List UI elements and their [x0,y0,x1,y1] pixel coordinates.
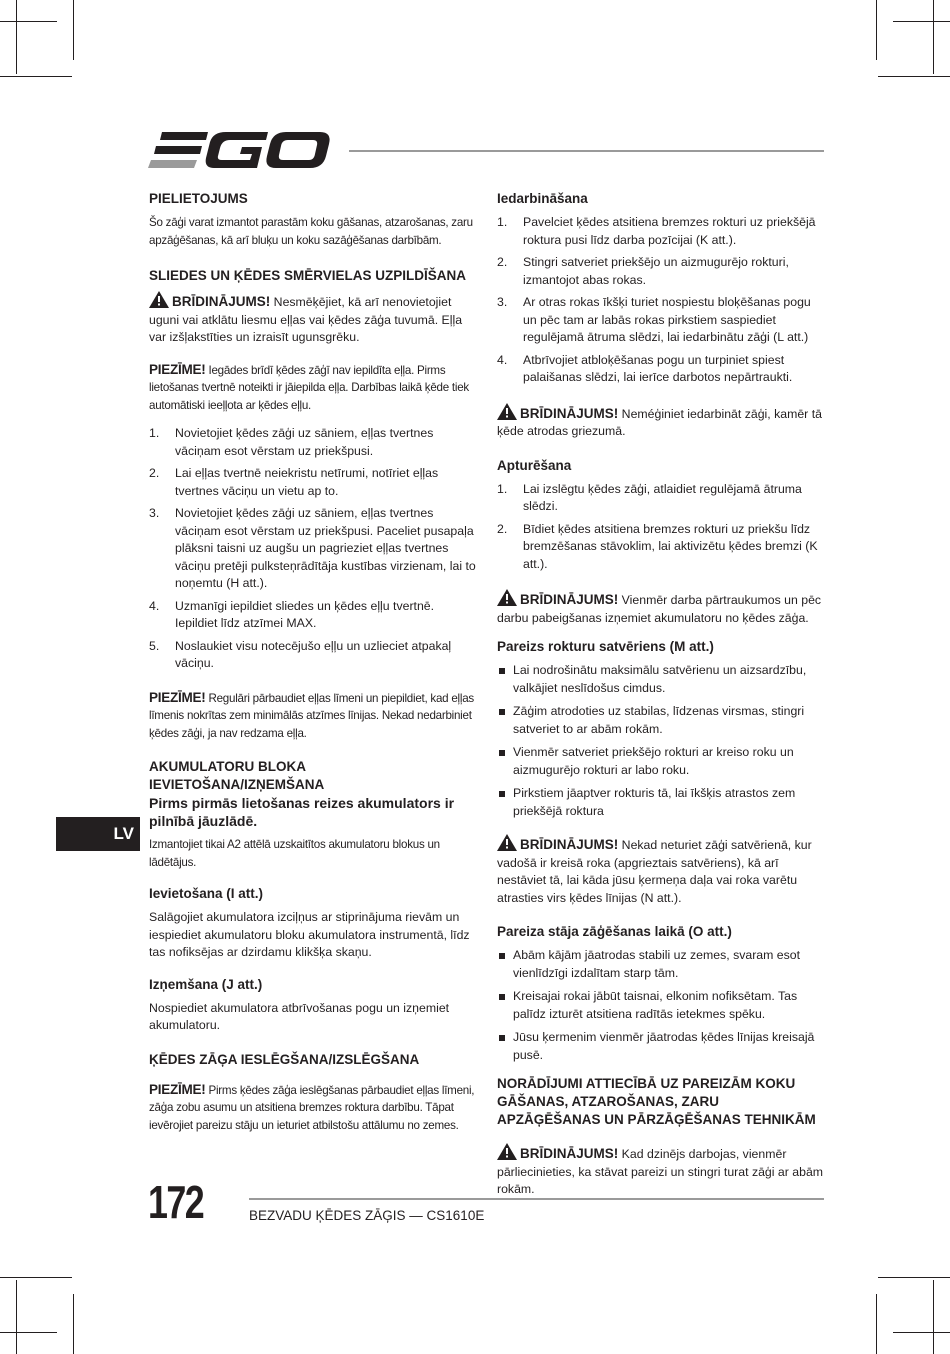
ego-logo [148,128,333,174]
warning-label: BRĪDINĀJUMS! [520,405,619,421]
step-number: 3. [497,295,508,309]
crop-mark [16,1280,17,1354]
list-item [497,662,824,697]
crop-mark [876,1294,877,1354]
stance-heading: Pareiza stāja zāģēšanas laikā (O att.) [497,924,732,939]
left-column [149,190,476,1145]
step-number: 3. [149,506,160,520]
crop-mark [16,0,17,74]
bullet-square-icon [499,750,505,756]
crop-mark [0,1332,57,1333]
list-item [149,425,476,460]
stop-warning [497,589,824,627]
stance-list [497,947,824,1064]
list-item [497,947,824,982]
bullet-square-icon [499,668,505,674]
insert-heading: Ievietošana (I att.) [149,886,264,901]
list-item [497,785,824,820]
list-item [497,294,824,347]
item-text: Jūsu ķermenim vienmēr jāatrodas ķēdes līnijas kreisajā pusē. [513,1030,815,1062]
step-number: 1. [497,215,508,229]
list-item [497,744,824,779]
note-text: Iegādes brīdī ķēdes zāģī nav iepildīta eļļa. Pirms lietošanas tvertnē noteikti ir jāiepilda eļļa. Darbības laikā ķēde tiek automātiski ieeļļota ar ķēdes eļļu. [149,363,469,412]
step-number: 5. [149,638,160,653]
crop-mark [73,0,74,60]
crop-mark [933,1280,934,1354]
step-text: Noslaukiet visu notecējušo eļļu un uzlieciet atpakaļ vāciņu. [175,638,452,670]
crop-mark [0,76,72,77]
grip-heading: Pareizs rokturu satvēriens (M att.) [497,639,714,654]
technique-heading: NORĀDĪJUMI ATTIECĪBĀ UZ PAREIZĀM KOKU GĀŠANAS, ATZAROŠANAS, ZARU APZĀĢĒŠANAS UN PĀRZĀĢĒŠANAS TEHNIKĀM [497,1076,816,1127]
usage-heading: PIELIETOJUMS [149,191,248,206]
step-text: Ar otras rokas īkšķi turiet nospiestu bloķēšanas pogu un pēc tam ar labās rokas pirkstiem saspiediet regulējamā ātruma slēdzi, lai iedarbinātu zāģi (L att.) [523,295,811,344]
crop-mark [893,21,950,22]
note-text: Pirms ķēdes zāģa ieslēgšanas pārbaudiet eļļas līmeni, zāģa zobu asumu un atsitiena bremzes roktura darbību. Tāpat ievērojiet pareizu stāju un ieturiet atbilstošu attālumu no zemes. [149,1083,475,1132]
warning-text: Nesmēķējiet, kā arī nenovietojiet uguni vai atklātu liesmu eļļas vai ķēdes zāģa tuvumā. Eļļa var izšļakstīties un izraisīt ugunsgrēku. [149,295,463,344]
bullet-square-icon [499,709,505,715]
warning-triangle-icon [497,834,517,851]
warning-label: BRĪDINĀJUMS! [520,837,619,852]
warning-label: BRĪDINĀJUMS! [520,1146,619,1161]
list-item [149,598,476,633]
warning-text: Vienmēr darba pārtraukumos un pēc darbu pabeigšanas izņemiet akumulatoru no ķēdes zāģa. [497,593,822,625]
list-item [497,352,824,387]
note-label: PIEZĪME! [149,1081,206,1097]
crop-mark [0,21,57,22]
list-item [497,988,824,1023]
switch-heading: ĶĒDES ZĀĢA IESLĒGŠANA/IZSLĒGŠANA [149,1051,420,1067]
battery-heading: AKUMULATORU BLOKA IEVIETOŠANA/IZŅEMŠANA [149,759,325,792]
switch-note [149,1081,476,1135]
note-label: PIEZĪME! [149,361,206,377]
item-text: Zāģim atrodoties uz stabilas, līdzenas virsmas, stingri satveriet to ar abām rokām. [513,704,805,736]
stop-heading: Apturēšana [497,457,572,473]
step-number: 2. [497,255,508,269]
lube-note [149,361,476,415]
item-text: Vienmēr satveriet priekšējo rokturi ar kreiso roku un aizmugurējo rokturi ar labo roku. [513,745,794,777]
item-text: Abām kājām jāatrodas stabili uz zemes, svaram esot vienlīdzīgi izdalītam starp tām. [513,948,801,980]
lube-steps [149,425,476,673]
battery-text: Izmantojiet tikai A2 attēlā uzskaitītos akumulatoru blokus un lādētājus. [149,838,440,869]
bullet-square-icon [499,994,505,1000]
language-tab: LV [56,817,140,851]
warning-text: Kad dzinējs darbojas, vienmēr pārliecinieties, ka stāvat pareizi un stingri turat zāģi ar abām rokām. [497,1147,824,1196]
usage-text: Šo zāģi varat izmantot parastām koku gāšanas, atzarošanas, zaru apzāģēšanas, kā arī bluķu un koku sazāģēšanas darbībām. [149,216,473,247]
stop-steps [497,481,824,574]
list-item [497,1029,824,1064]
footer-rule [249,1198,824,1200]
list-item [497,214,824,249]
crop-mark [876,0,877,60]
note-text: Regulāri pārbaudiet eļļas līmeni un piepildiet, kad eļļas līmenis nokrītas zem minimālās atzīmes līnijas. Nekad nedarbiniet ķēdes zāģi, ja nav redzama eļļa. [149,691,474,740]
warning-triangle-icon [497,589,517,606]
note-label: PIEZĪME! [149,689,206,705]
step-number: 2. [149,466,160,480]
crop-mark [73,1294,74,1354]
start-steps [497,214,824,387]
step-number: 1. [149,426,160,440]
crop-mark [878,1277,950,1278]
step-number: 4. [149,598,160,613]
step-number: 2. [497,521,508,536]
warning-label: BRĪDINĀJUMS! [172,294,271,309]
step-text: Bīdiet ķēdes atsitiena bremzes rokturi uz priekšu līdz bremzēšanas stāvoklim, lai aktivizētu ķēdes bremzi (K att.). [523,521,818,571]
start-warning [497,403,824,441]
bullet-square-icon [499,1035,505,1041]
bullet-square-icon [499,791,505,797]
list-item [149,465,476,500]
step-text: Uzmanīgi iepildiet sliedes un ķēdes eļļu tvertnē. Iepildiet līdz atzīmei MAX. [175,598,435,630]
step-number: 1. [497,481,508,496]
step-text: Stingri satveriet priekšējo un aizmugurējo rokturi, izmantojot abas rokas. [523,255,789,287]
remove-text: Nospiediet akumulatora atbrīvošanas pogu un izņemiet akumulatoru. [149,1000,450,1032]
warning-triangle-icon [497,403,517,420]
grip-list [497,662,824,820]
technique-warning [497,1143,824,1199]
lube-warning [149,291,476,347]
footer-title: BEZVADU ĶĒDES ZĀĢIS — CS1610E [249,1208,485,1223]
crop-mark [933,0,934,74]
right-column [497,190,824,1210]
step-text: Pavelciet ķēdes atsitiena bremzes rokturi uz priekšējā roktura pusi līdz darba pozīcijai (K att.). [523,215,816,247]
warning-text: Nekad neturiet zāģi satvērienā, kur vadošā ir kreisā roka (apgrieztais satvēriens), kā arī nestāviet tā, lai kāda jūsu ķermeņa daļa vai roka varētu atrasties virs ķēdes līnijas (N att.). [497,838,812,905]
step-text: Novietojiet ķēdes zāģi uz sāniem, eļļas tvertnes vāciņam esot vērstam uz priekšpusi. Paceliet pusapaļa plāksni taisni uz augšu un pagrieziet eļļas tvertnes vāciņu pretēji pulksteņrādītāja kustības virzienam, lai to noņemtu (H att.). [175,506,476,590]
step-text: Lai izslēgtu ķēdes zāģi, atlaidiet regulējamā ātruma slēdzi. [523,481,802,513]
warning-label: BRĪDINĀJUMS! [520,592,619,607]
list-item [497,703,824,738]
battery-subheading: Pirms pirmās lietošanas reizes akumulators ir pilnībā jāuzlādē. [149,795,455,829]
step-text: Atbrīvojiet atbloķēšanas pogu un turpiniet spiest palaišanas slēdzi, lai ierīce darbotos nepārtraukti. [523,352,793,384]
list-item [497,481,824,516]
header-rule [349,150,824,152]
lube-heading: SLIEDES UN ĶĒDES SMĒRVIELAS UZPILDĪŠANA [149,268,467,283]
crop-mark [893,1332,950,1333]
step-text: Lai eļļas tvertnē neiekristu netīrumi, notīriet eļļas tvertnes vāciņu un vietu ap to. [175,466,439,498]
start-heading: Iedarbināšana [497,191,588,206]
item-text: Pirkstiem jāaptver rokturis tā, lai īkšķis atrastos zem priekšējā roktura [513,786,796,818]
list-item [497,254,824,289]
item-text: Lai nodrošinātu maksimālu satvērienu un aizsardzību, valkājiet neslīdošus cimdus. [513,663,807,695]
warning-triangle-icon [497,1143,517,1160]
step-text: Novietojiet ķēdes zāģi uz sāniem, eļļas tvertnes vāciņam esot vērstam uz priekšpusi. [175,426,434,458]
page-number: 172 [148,1176,204,1228]
list-item [149,505,476,593]
list-item [149,638,476,673]
warning-text: Neméģiniet iedarbināt zāģi, kamēr tā ķēde atrodas griezumā. [497,406,822,438]
bullet-square-icon [499,953,505,959]
remove-heading: Izņemšana (J att.) [149,976,263,992]
crop-mark [0,1277,72,1278]
item-text: Kreisajai rokai jābūt taisnai, elkonim nofiksētam. Tas palīdz izturēt atsitiena radītās ietekmes spēku. [513,989,798,1021]
lube-note-2 [149,689,476,743]
warning-triangle-icon [149,291,169,308]
list-item [497,521,824,574]
ego-logo-mark [148,128,333,174]
crop-mark [878,76,950,77]
step-number: 4. [497,352,508,367]
grip-warning [497,834,824,907]
insert-text: Salāgojiet akumulatora izciļņus ar stiprinājuma rievām un iespiediet akumulatoru bloku akumulatora instrumentā, līdz tas nofiksējas ar dzirdamu klikšķa skaņu. [149,910,470,959]
